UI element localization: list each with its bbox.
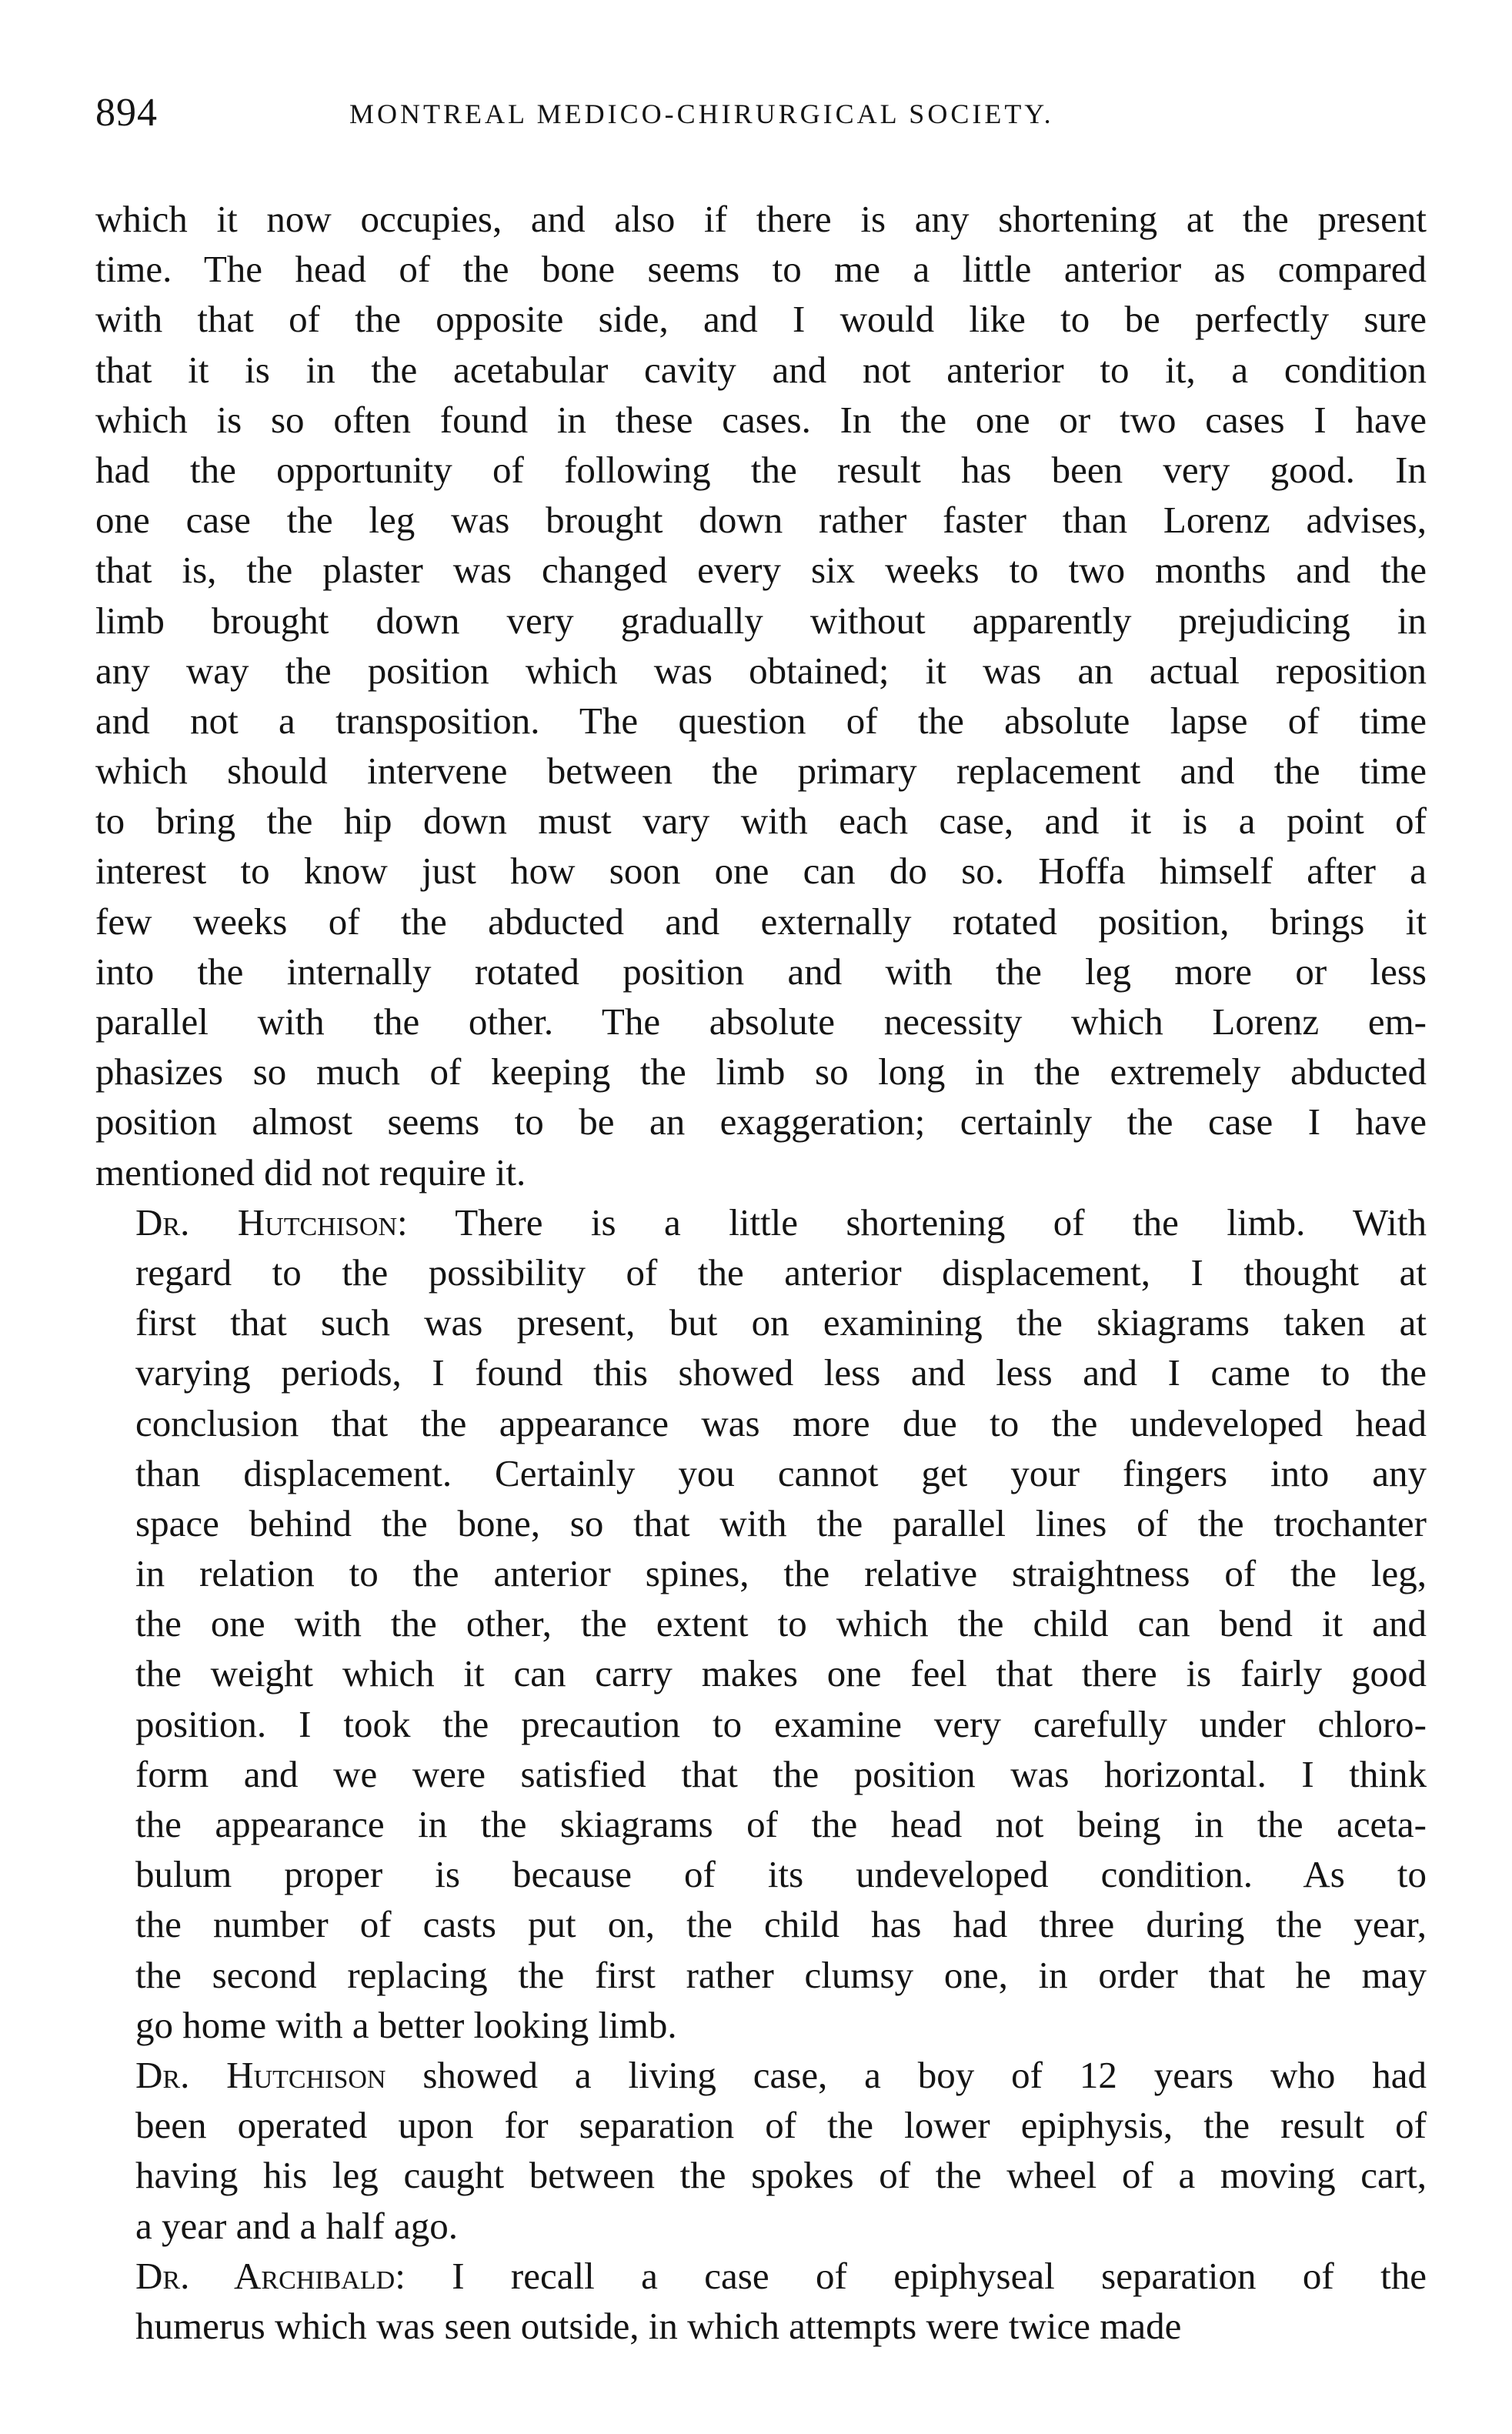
text-line: space behind the bone, so that with the parallel lines of the trochanter — [135, 1501, 1427, 1544]
text-line: limb brought down very gradually without apparently prejudicing in — [95, 599, 1427, 642]
paragraph — [95, 1197, 1427, 2050]
text-line: time. The head of the bone seems to me a little anterior as compared — [95, 248, 1427, 291]
text-line: humerus which was seen outside, in which attempts were twice made — [135, 2304, 1182, 2347]
text-line: the number of casts put on, the child has had three during the year, — [135, 1903, 1427, 1946]
text-line: phasizes so much of keeping the limb so long in the extremely abducted — [95, 1050, 1427, 1093]
text-line: bulum proper is because of its undeveloped condition. As to — [135, 1853, 1427, 1896]
text-line: been operated upon for separation of the lower epiphysis, the result of — [135, 2104, 1427, 2147]
text-line: varying periods, I found this showed less and less and I came to the — [135, 1351, 1427, 1394]
paragraph — [95, 2050, 1427, 2251]
text-line: that is, the plaster was changed every six weeks to two months and the — [95, 549, 1427, 592]
text-line: having his leg caught between the spokes of the wheel of a moving cart, — [135, 2154, 1427, 2197]
text-line: any way the position which was obtained; it was an actual reposition — [95, 649, 1427, 692]
text-line: had the opportunity of following the result has been very good. In — [95, 448, 1427, 491]
text-line: which it now occupies, and also if there is any shortening at the present — [95, 198, 1427, 240]
text-line: that it is in the acetabular cavity and not anterior to it, a condition — [95, 348, 1427, 391]
text-line: in relation to the anterior spines, the relative straightness of the leg, — [135, 1552, 1427, 1595]
text-line: conclusion that the appearance was more due to the undeveloped head — [135, 1401, 1427, 1444]
text-line: position. I took the precaution to examine very carefully under chloro- — [135, 1702, 1427, 1745]
text-line: the appearance in the skiagrams of the head not being in the aceta- — [135, 1803, 1427, 1845]
text-line: regard to the possibility of the anterior displacement, I thought at — [135, 1250, 1427, 1294]
text-line: with that of the opposite side, and I would like to be perfectly sure — [95, 298, 1427, 341]
text-line: one case the leg was brought down rather faster than Lorenz advises, — [95, 499, 1427, 542]
speaker-name: Dr. Archibald — [135, 2254, 396, 2297]
text-line: interest to know just how soon one can do so. Hoffa himself after a — [95, 850, 1427, 893]
text-line: mentioned did not require it. — [95, 1150, 526, 1194]
paragraph — [95, 2251, 1427, 2351]
text-line: into the internally rotated position and with the leg more or less — [95, 950, 1427, 993]
text-line: parallel with the other. The absolute necessity which Lorenz em- — [95, 1000, 1427, 1043]
page-number: 894 — [95, 91, 158, 135]
text-line: to bring the hip down must vary with each case, and it is a point of — [95, 800, 1427, 843]
text-line: position almost seems to be an exaggeration; certainly the case I have — [95, 1100, 1427, 1144]
text-line: Dr. Hutchison showed a living case, a boy of 12 years who had — [135, 2053, 1427, 2096]
speaker-name: Dr. Hutchison — [135, 2053, 386, 2096]
paragraph — [95, 194, 1427, 1197]
text-line: first that such was present, but on examining the skiagrams taken at — [135, 1301, 1427, 1344]
text-line: go home with a better looking limb. — [135, 2003, 677, 2046]
body-text — [95, 194, 1427, 2351]
speaker-name: Dr. Hutchison — [135, 1200, 398, 1244]
text-line: and not a transposition. The question of the absolute lapse of time — [95, 699, 1427, 742]
text-line: a year and a half ago. — [135, 2204, 458, 2247]
text-line: Dr. Hutchison: There is a little shortening of the limb. With — [135, 1200, 1427, 1244]
text-line: form and we were satisfied that the position was horizontal. I think — [135, 1752, 1427, 1795]
running-head — [95, 86, 1419, 140]
running-title: MONTREAL MEDICO-CHIRURGICAL SOCIETY. — [349, 98, 1054, 129]
text-line: the second replacing the first rather clumsy one, in order that he may — [135, 1953, 1427, 1996]
text-line: Dr. Archibald: I recall a case of epiphyseal separation of the — [135, 2254, 1427, 2297]
text-line: few weeks of the abducted and externally rotated position, brings it — [95, 900, 1427, 943]
text-line: which should intervene between the primary replacement and the time — [95, 750, 1427, 793]
text-line: which is so often found in these cases. In the one or two cases I have — [95, 398, 1427, 441]
text-line: the weight which it can carry makes one feel that there is fairly good — [135, 1652, 1427, 1695]
text-line: the one with the other, the extent to which the child can bend it and — [135, 1602, 1427, 1645]
text-line: than displacement. Certainly you cannot get your fingers into any — [135, 1451, 1427, 1494]
